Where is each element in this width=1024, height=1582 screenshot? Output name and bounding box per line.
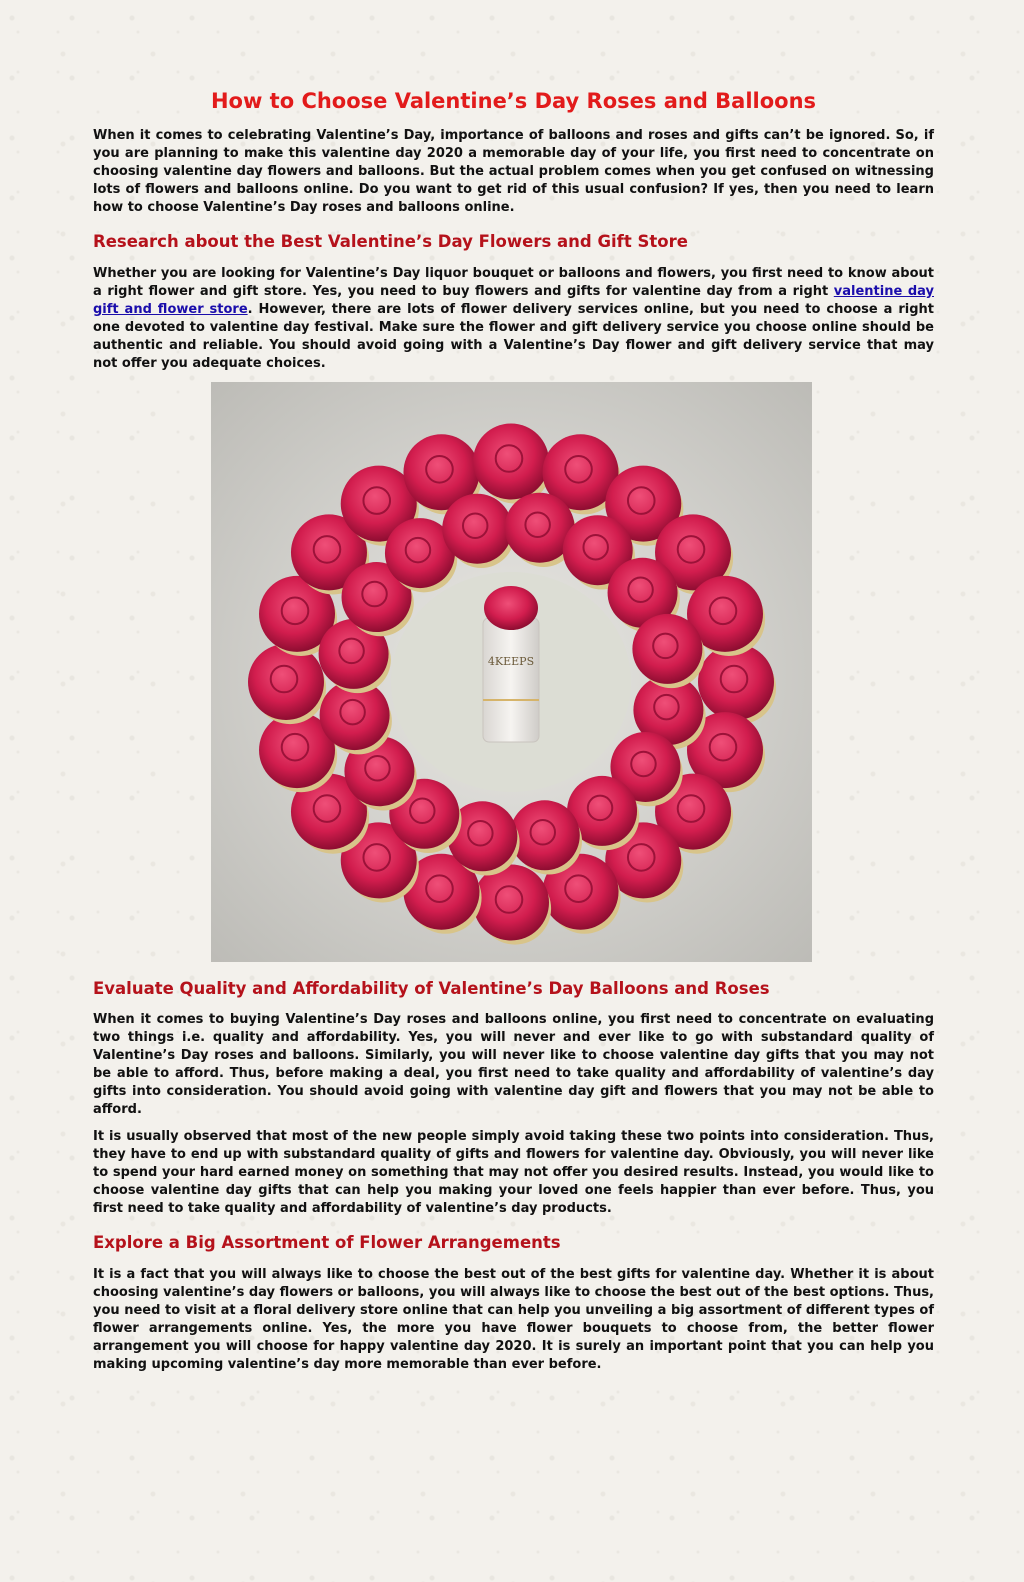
section-heading-research: Research about the Best Valentine’s Day Flowers and Gift Store xyxy=(93,232,688,252)
rose xyxy=(248,644,324,720)
research-text-start: Whether you are looking for Valentine’s Day liquor bouquet or balloons and flowers, you first need to know about a right flower and gift store. Yes, you need to buy flowers and gifts for valentine day from a right xyxy=(93,265,934,299)
rose xyxy=(473,423,549,499)
article xyxy=(93,88,934,1383)
research-paragraph xyxy=(93,265,934,373)
rose xyxy=(632,614,702,684)
rose xyxy=(473,864,549,940)
store-link[interactable]: valentine day gift and flower store xyxy=(93,283,934,317)
quality-paragraph-1: When it comes to buying Valentine’s Day roses and balloons online, you first need to concentrate on evaluating two things i.e. quality and affordability. Yes, you will never and ever like to go with substandard quality of Valentine’s Day roses and balloons. Similarly, you will never like to choose valentine day gifts that you may not be able to afford. Thus, before making a deal, you first need to take quality and affordability of valentine’s day gifts into consideration. You should avoid going with valentine day gift and flowers that you may not be able to afford. xyxy=(93,1012,934,1118)
gift-box-label: 4KEEPS xyxy=(487,654,535,668)
rose xyxy=(698,644,774,720)
roses-photo xyxy=(211,382,812,962)
section-heading-assortment: Explore a Big Assortment of Flower Arrangements xyxy=(93,1233,561,1253)
intro-paragraph: When it comes to celebrating Valentine’s Day, importance of balloons and roses and gifts can’t be ignored. So, if you are planning to make this valentine day 2020 a memorable day of your life, you first need to concentrate on choosing valentine day flowers and balloons. But the actual problem comes when you get confused on witnessing lots of flowers and balloons online. Do you want to get rid of this usual confusion? If yes, then you need to learn how to choose Valentine’s Day roses and balloons online. xyxy=(93,128,934,216)
rose xyxy=(442,493,512,563)
research-text-end: . However, there are lots of flower delivery services online, but you need to choose a right one devoted to valentine day festival. Make sure the flower and gift delivery service you choose online should be authentic and reliable. You should avoid going with a Valentine’s Day flower and gift delivery service that may not offer you adequate choices. xyxy=(93,301,934,371)
assortment-paragraph: It is a fact that you will always like to choose the best out of the best gifts for valentine day. Whether it is about choosing valentine’s day flowers or balloons, you will always like to choose the best out of the best options. Thus, you need to visit at a floral delivery store online that can help you unveiling a big assortment of different types of flower arrangements online. Yes, the more you have flower bouquets to choose from, the better flower arrangement you will choose for happy valentine day 2020. It is surely an important point that you can help you making upcoming valentine’s day more memorable than ever before. xyxy=(93,1266,934,1372)
section-heading-quality: Evaluate Quality and Affordability of Valentine’s Day Balloons and Roses xyxy=(93,978,770,998)
page-title: How to Choose Valentine’s Day Roses and Balloons xyxy=(210,89,817,113)
roses-arrangement-image xyxy=(211,382,812,962)
rose xyxy=(510,800,580,870)
center-gift-box xyxy=(483,586,539,742)
quality-paragraph-2: It is usually observed that most of the new people simply avoid taking these two points into consideration. Thus, they have to end up with substandard quality of gifts and flowers for valentine day. Obviously, you will never like to spend your hard earned money on something that may not offer you desired results. Instead, you would like to choose valentine day gifts that can help you making your loved one feels happier than ever before. Thus, you first need to take quality and affordability of valentine’s day products. xyxy=(93,1129,934,1217)
